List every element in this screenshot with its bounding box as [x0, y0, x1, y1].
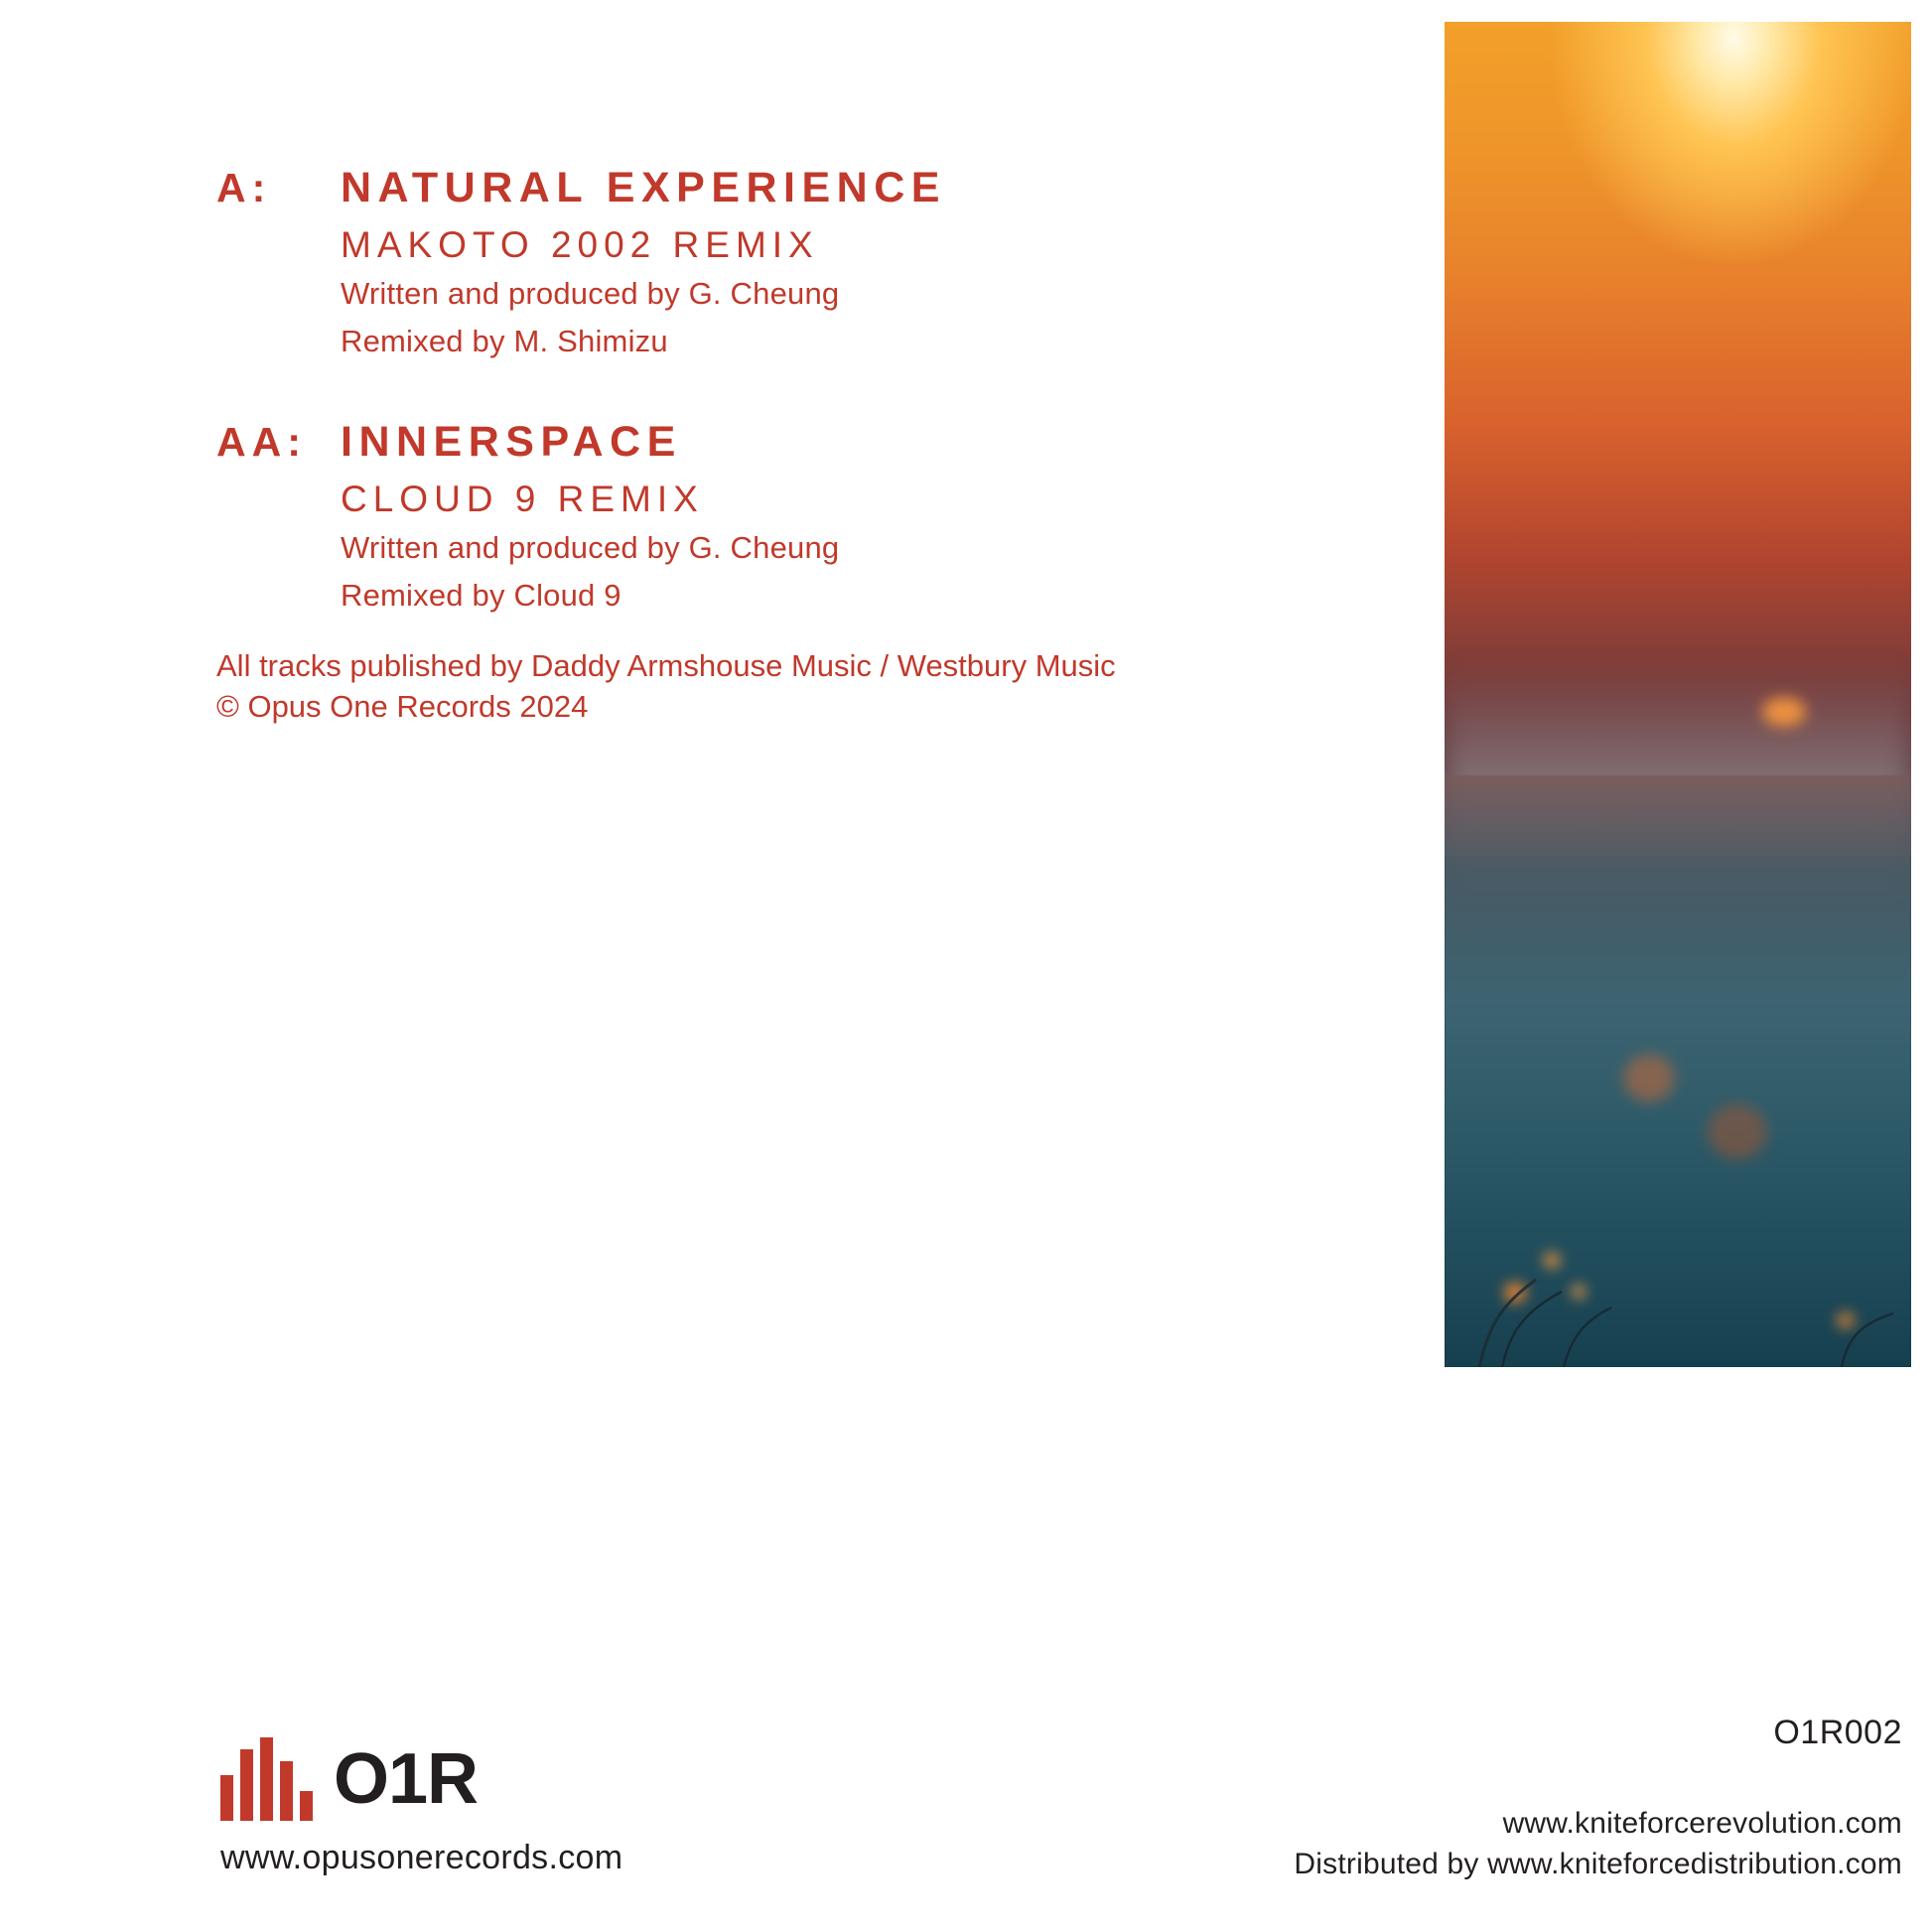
track-details	[341, 224, 1309, 360]
track-mix-name: CLOUD 9 REMIX	[341, 479, 704, 520]
track-title: INNERSPACE	[341, 418, 682, 467]
cover-artwork-panel	[1445, 22, 1911, 1367]
distributor-line[interactable]: Distributed by www.kniteforcedistribution.com	[1294, 1847, 1902, 1880]
copyright-line: © Opus One Records 2024	[216, 689, 589, 725]
track-entry	[216, 164, 1309, 360]
track-mix-name: MAKOTO 2002 REMIX	[341, 224, 819, 265]
publishing-line: All tracks published by Daddy Armshouse Music / Westbury Music	[216, 648, 1116, 683]
track-heading	[216, 418, 1309, 467]
artwork-bokeh-light	[1762, 697, 1806, 727]
label-website[interactable]: www.opusonerecords.com	[220, 1839, 623, 1876]
artwork-bokeh-light	[1708, 1104, 1767, 1160]
track-credit-written: Written and produced by G. Cheung	[341, 530, 840, 566]
track-entry	[216, 418, 1309, 615]
equalizer-bars-icon	[220, 1737, 320, 1821]
track-credit-remixed: Remixed by Cloud 9	[341, 578, 621, 614]
publishing-info	[216, 645, 1116, 727]
track-side-label: A:	[216, 165, 272, 210]
track-credit-written: Written and produced by G. Cheung	[341, 276, 840, 311]
track-title: NATURAL EXPERIENCE	[341, 164, 946, 211]
revolution-website[interactable]: www.kniteforcerevolution.com	[1502, 1807, 1902, 1840]
artwork-bokeh-light	[1623, 1054, 1675, 1102]
tracklist	[216, 164, 1309, 673]
logo-row	[220, 1733, 622, 1825]
catalogue-number: O1R002	[1773, 1714, 1902, 1751]
label-logo-block	[220, 1733, 622, 1877]
artwork-grass-silhouette	[1445, 1218, 1911, 1367]
track-credit-remixed: Remixed by M. Shimizu	[341, 323, 668, 358]
logo-wordmark: O1R	[334, 1738, 479, 1819]
footer-right	[1294, 1714, 1902, 1884]
track-side-label: AA:	[216, 419, 307, 466]
track-heading	[216, 164, 1309, 212]
track-details	[341, 479, 1309, 615]
